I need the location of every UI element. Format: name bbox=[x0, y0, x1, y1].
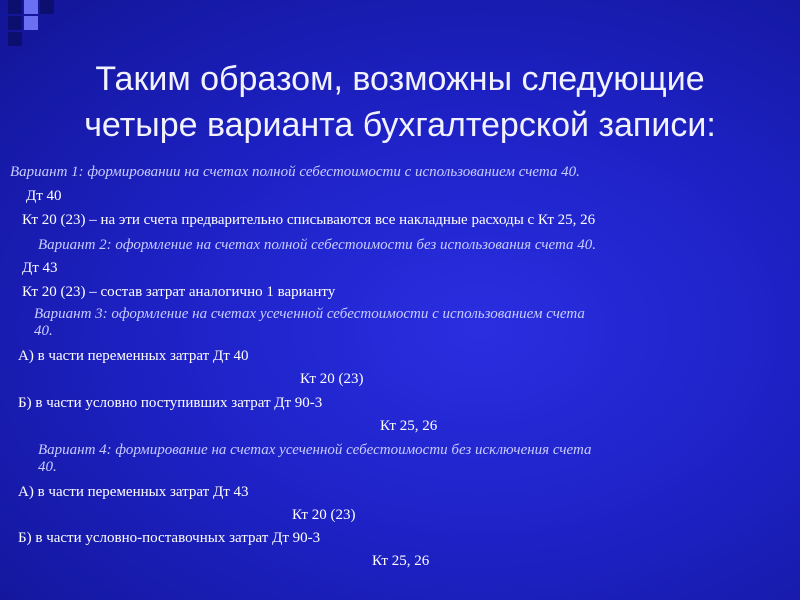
variant-4-heading-cont: 40. bbox=[38, 459, 57, 475]
title-line-2: четыре варианта бухгалтерской записи: bbox=[84, 106, 716, 144]
variant-3-part-b-credit: Кт 25, 26 bbox=[380, 418, 438, 434]
variant-2-debit: Дт 43 bbox=[22, 260, 58, 276]
variant-2-credit: Кт 20 (23) – состав затрат аналогично 1 варианту bbox=[22, 284, 336, 300]
decor-square bbox=[40, 0, 54, 14]
decor-square bbox=[8, 32, 22, 46]
decor-square bbox=[8, 0, 22, 14]
variant-2-heading: Вариант 2: оформление на счетах полной себестоимости без использования счета 40. bbox=[38, 237, 596, 253]
variant-3-part-a: А) в части переменных затрат Дт 40 bbox=[18, 348, 249, 364]
variant-4-part-a-credit: Кт 20 (23) bbox=[292, 507, 356, 523]
variant-4-part-b-credit: Кт 25, 26 bbox=[372, 553, 430, 569]
variant-4-part-a: А) в части переменных затрат Дт 43 bbox=[18, 484, 249, 500]
decor-square bbox=[24, 16, 38, 30]
decor-square bbox=[8, 16, 22, 30]
variant-4-part-b: Б) в части условно-поставочных затрат Дт 90-3 bbox=[18, 530, 321, 546]
variant-1-credit: Кт 20 (23) – на эти счета предварительно списываются все накладные расходы с Кт 25, 26 bbox=[22, 212, 596, 228]
title-line-1: Таким образом, возможны следующие bbox=[95, 60, 705, 98]
slide-title bbox=[0, 56, 800, 148]
variant-3-part-b: Б) в части условно поступивших затрат Дт 90-3 bbox=[18, 395, 323, 411]
variant-3-heading: Вариант 3: оформление на счетах усеченной себестоимости с использованием счета bbox=[34, 306, 585, 322]
variant-3-heading-cont: 40. bbox=[34, 323, 53, 339]
variant-4-heading: Вариант 4: формирование на счетах усеченной себестоимости без исключения счета bbox=[38, 442, 592, 458]
variant-3-part-a-credit: Кт 20 (23) bbox=[300, 371, 364, 387]
decor-square bbox=[24, 0, 38, 14]
variant-1-debit: Дт 40 bbox=[26, 188, 62, 204]
variant-1-heading: Вариант 1: формировании на счетах полной себестоимости с использованием счета 40. bbox=[10, 164, 580, 180]
